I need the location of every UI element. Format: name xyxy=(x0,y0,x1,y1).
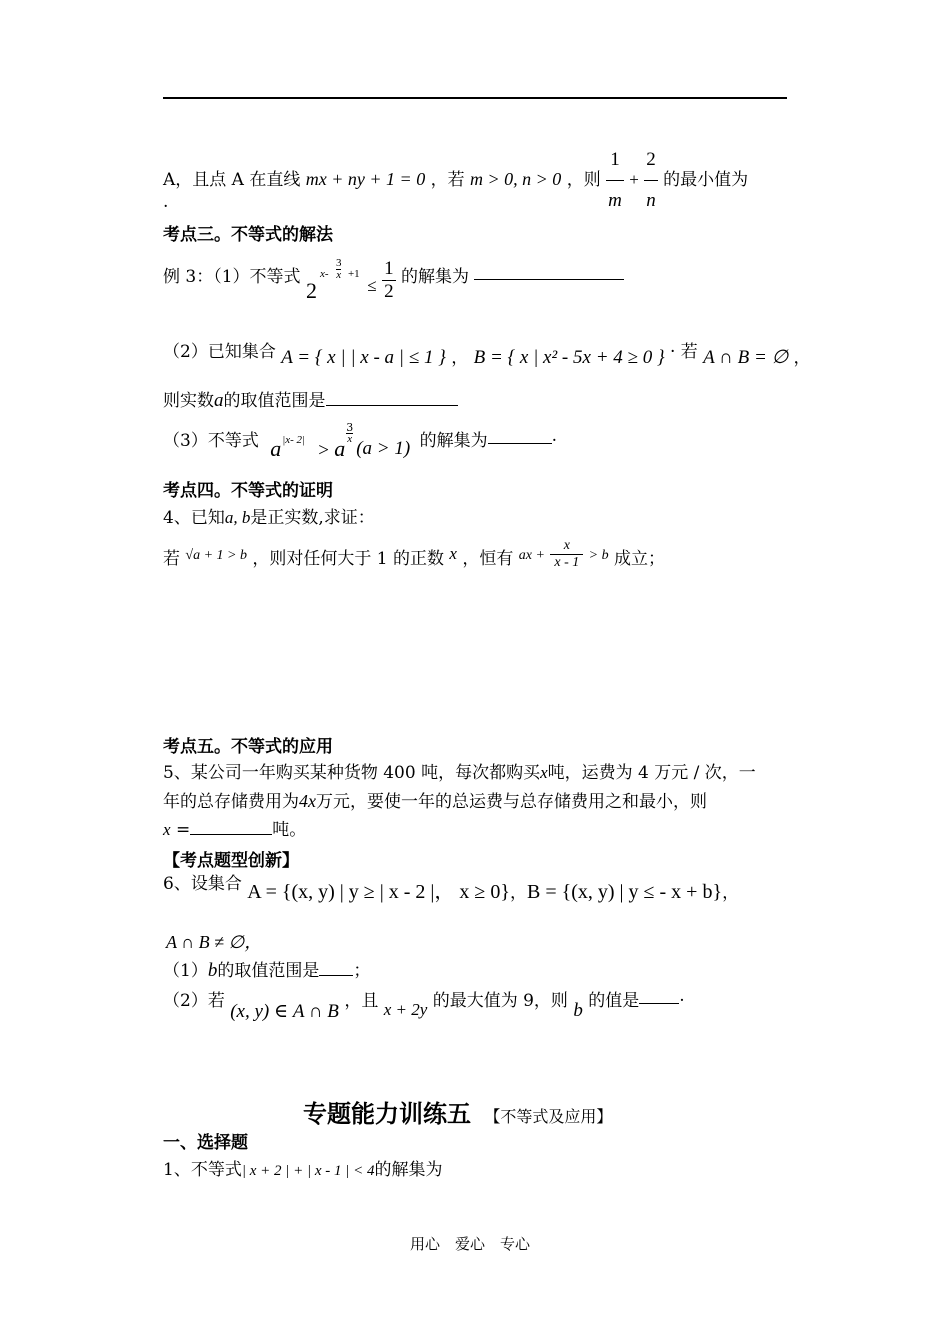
answer-blank[interactable] xyxy=(639,986,679,1004)
example-3-2: （2）已知集合 A = { x | | x - a | ≤ 1 } ， B = { x | x² - 5x + 4 ≥ 0 } · 若 A ∩ B = ∅ ， xyxy=(163,342,811,368)
paragraph-1: A，且点 A 在直线 mx + ny + 1 = 0 ，若 m > 0, n > 0 ，则 $\frac{1}{m}$ + $\frac{2}{n}$ 的最小值为 xyxy=(163,140,748,190)
section-6-title: 【考点题型创新】 xyxy=(163,851,299,871)
choice-question-1: 1、不等式| x + 2 | + | x - 1 | < 4的解集为 xyxy=(163,1160,443,1180)
fraction-1-2: $\frac{1}{2}$ xyxy=(384,258,394,302)
question-5-line2: 年的总存储费用为4x万元，要使一年的总运费与总存储费用之和最小，则 xyxy=(163,791,707,812)
header-rule xyxy=(163,97,787,99)
question-6-2: （2）若 (x, y) ∈ A ∩ B ，且 x + 2y 的最大值为 9，则 b 的值是 . xyxy=(163,986,685,1022)
section-3-title: 考点三。不等式的解法 xyxy=(163,225,333,245)
question-6-condition: A ∩ B ≠ ∅， xyxy=(166,932,263,952)
question-5-line1: 5、某公司一年购买某种货物 400 吨，每次都购买x吨，运费为 4 万元 / 次，一 xyxy=(163,763,756,783)
example-3-3: （3）不等式 a |x- 2| > a 3 x (a > 1) 的解集为 . xyxy=(163,426,557,466)
fraction-x-over-x-1: $\frac{x}{x - 1}$ xyxy=(550,538,583,571)
section-5-title: 考点五。不等式的应用 xyxy=(163,737,333,757)
fraction-2-over-n: $\frac{2}{n}$ xyxy=(644,140,658,221)
section-4-title: 考点四。不等式的证明 xyxy=(163,481,333,501)
page-title: 专题能力训练五 【不等式及应用】 xyxy=(303,1099,613,1128)
question-6: 6、设集合 A = {(x, y) | y ≥ | x - 2 |， x ≥ 0}，B = {(x, y) | y ≤ - x + b}， xyxy=(163,874,740,903)
fraction-1-over-m: $\frac{1}{m}$ xyxy=(606,140,624,221)
answer-blank[interactable] xyxy=(319,958,353,976)
answer-blank[interactable] xyxy=(190,817,272,835)
section-choice-title: 一、选择题 xyxy=(163,1133,248,1153)
answer-blank[interactable] xyxy=(474,262,624,280)
answer-blank[interactable] xyxy=(488,426,552,444)
power-expression: 2 x- 3 x +1 xyxy=(305,257,360,303)
question-5-line3: x = 吨。 xyxy=(163,815,306,840)
question-4-statement: 若 $^{√a + 1 > b}$ ，则对任何大于 1 的正数 x ，恒有 $^{ax +}$ $\frac{x}{x - 1}$ $^{> b}$ 成立； xyxy=(163,538,666,570)
example-3-2-line2: 则实数a的取值范围是 xyxy=(163,386,458,412)
page-footer: 用心 爱心 专心 xyxy=(410,1235,531,1253)
answer-blank[interactable] xyxy=(326,388,458,406)
question-6-1: （1）b的取值范围是 ； xyxy=(163,960,371,981)
dot: . xyxy=(163,192,169,212)
power-expression: a |x- 2| > a 3 x (a > 1) xyxy=(270,421,411,461)
example-3-1: 例 3：（1）不等式 2 x- 3 x +1 ≤ $\frac{1}{2}$ 的解集为 xyxy=(163,258,624,318)
question-4: 4、已知a, b是正实数,求证： xyxy=(163,508,375,528)
